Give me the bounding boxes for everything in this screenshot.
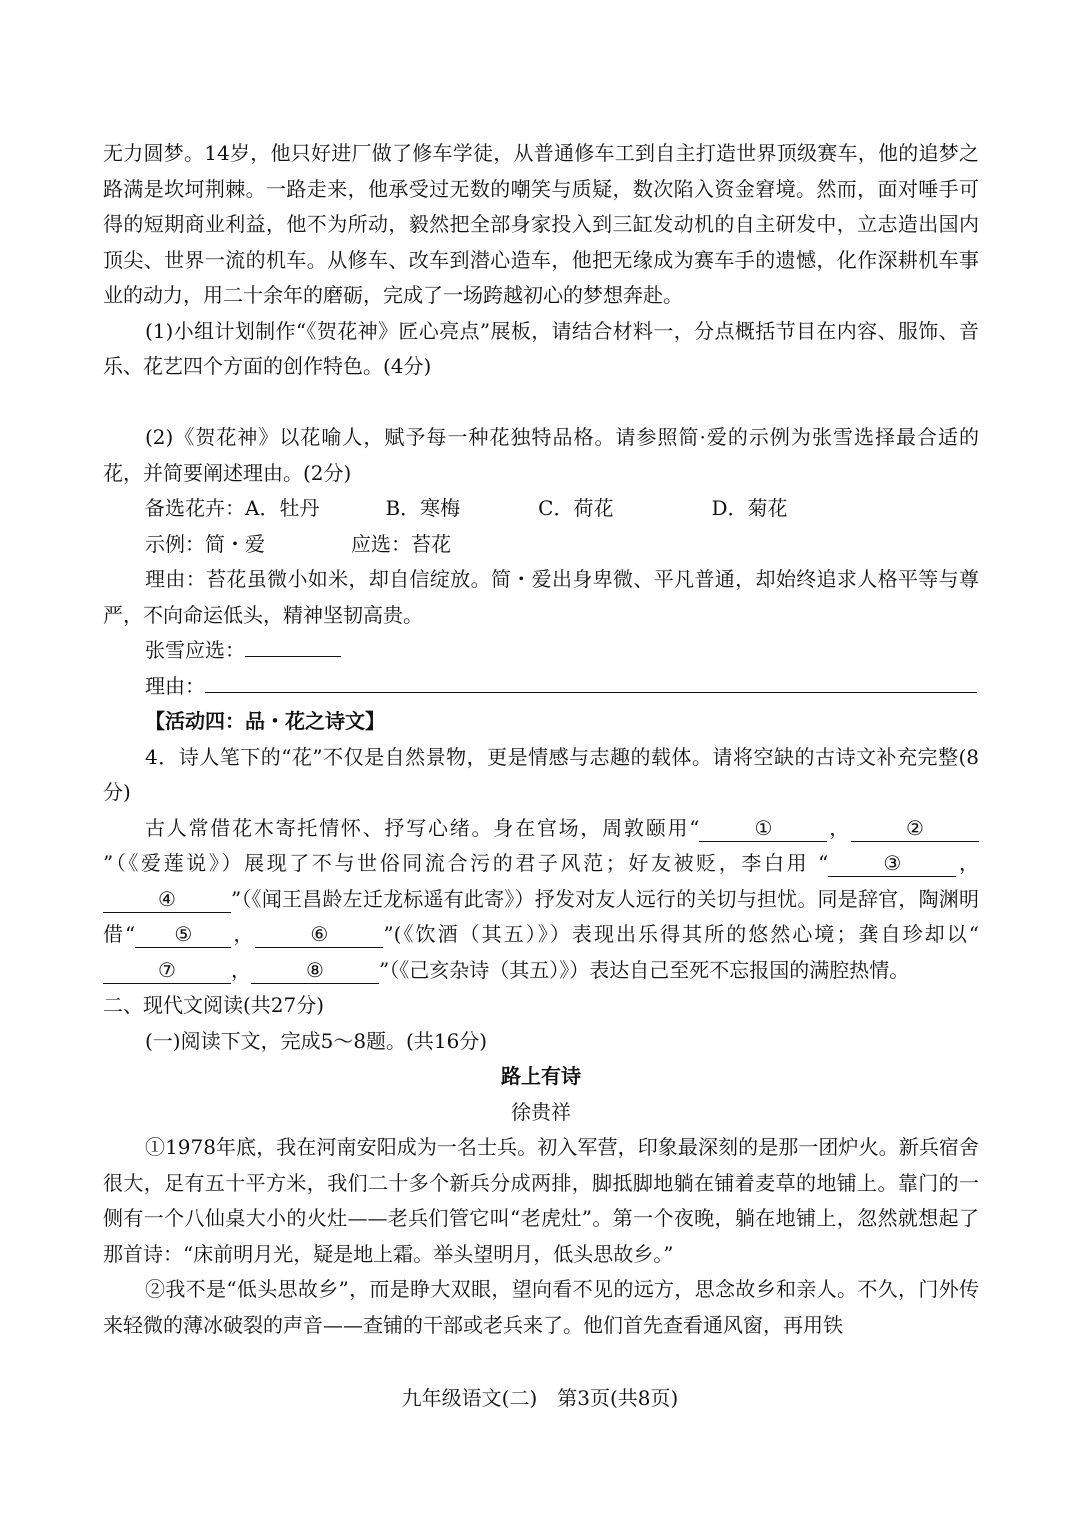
blank-1[interactable]: ① [699, 815, 827, 842]
essay-title: 路上有诗 [501, 1064, 581, 1088]
q4-text-9: ”（《己亥杂诗（其五）》）表达自己至死不忘报国的满腔热情。 [379, 957, 910, 982]
q4-text-6: ， [231, 922, 256, 946]
activity-4-heading: 【活动四：品・花之诗文】 [145, 709, 385, 733]
material-paragraph: 无力圆梦。14岁，他只好进厂做了修车学徒，从普通修车工到自主打造世界顶级赛车，他的追梦之路满是坎坷荆棘。一路走来，他承受过无数的嘲笑与质疑，数次陷入资金窘境。然而，面对唾手可得的短期商业利益，他不为所动，毅然把全部身家投入到三缸发动机的自主研发中，立志造出国内顶尖、世界一流的机车。从修车、改车到潜心造车，他把无缘成为赛车手的遗憾，化作深耕机车事业的动力，用二十余年的磨砺，完成了一场跨越初心的梦想奔赴。 [103, 141, 979, 307]
q4-text-4: ， [956, 851, 979, 875]
option-a: A．牡丹 [245, 496, 320, 520]
option-c: C．荷花 [538, 496, 614, 520]
answer-reason-blank[interactable] [205, 692, 977, 693]
options-label: 备选花卉： [145, 496, 245, 520]
essay-paragraph-2: ②我不是“低头思故乡”，而是睁大双眼，望向看不见的远方，思念故乡和亲人。不久，门外传来轻微的薄冰破裂的声音——查铺的干部或老兵来了。他们首先查看通风窗，再用铁 [103, 1277, 979, 1337]
page-footer: 九年级语文(二) 第3页(共8页) [401, 1386, 679, 1410]
answer-reason-label: 理由： [145, 673, 205, 698]
blank-3[interactable]: ③ [828, 850, 956, 877]
answer-space [103, 385, 979, 421]
q4-text-5: ”（《闻王昌龄左迁龙标遥有此寄》）抒发对友人远行的关切与担忧。同是辞官，陶渊明借“ [103, 886, 979, 946]
q4-text-8: ， [231, 957, 251, 982]
example-reason: 理由：苔花虽微小如米，却自信绽放。简・爱出身卑微、平凡普通，却始终追求人格平等与尊严，不向命运低头，精神坚韧高贵。 [103, 567, 979, 627]
q4-text-7: ”(《饮酒（其五）》）表现出乐得其所的悠然心境；龚自珍却以“ [383, 922, 979, 946]
blank-2[interactable]: ② [851, 815, 979, 842]
blank-6[interactable]: ⑥ [255, 921, 383, 948]
blank-4[interactable]: ④ [103, 886, 231, 913]
question-3-2: (2)《贺花神》以花喻人，赋予每一种花独特品格。请参照简·爱的示例为张雪选择最合适的花，并简要阐述理由。(2分) [103, 425, 979, 485]
question-4-stem: 4．诗人笔下的“花”不仅是自然景物，更是情感与志趣的载体。请将空缺的古诗文补充完整(8分) [103, 744, 979, 804]
section-2-heading: 二、现代文阅读(共27分) [103, 993, 325, 1017]
essay-paragraph-1: ①1978年底，我在河南安阳成为一名士兵。初入军营，印象最深刻的是那一团炉火。新兵宿舍很大，足有五十平方米，我们二十多个新兵分成两排，脚抵脚地躺在铺着麦草的地铺上。靠门的一侧有一个八仙桌大小的火灶——老兵们管它叫“老虎灶”。第一个夜晚，躺在地铺上，忽然就想起了那首诗：“床前明月光，疑是地上霜。举头望明月，低头思故乡。” [103, 1135, 979, 1266]
blank-7[interactable]: ⑦ [103, 957, 231, 984]
q4-text-2: ， [827, 815, 851, 840]
answer-reason-line [103, 669, 979, 705]
section-2-subheading: (一)阅读下文，完成5～8题。(共16分) [145, 1028, 488, 1053]
option-b: B．寒梅 [385, 496, 461, 520]
answer-choose-blank[interactable] [245, 656, 341, 657]
flower-options [103, 491, 979, 527]
blank-8[interactable]: ⑧ [251, 957, 379, 984]
q4-text-3: ”（《爱莲说》）展现了不与世俗同流合污的君子风范；好友被贬，李白用 “ [103, 851, 829, 875]
blank-5[interactable]: ⑤ [135, 921, 231, 948]
answer-choose-line [103, 633, 979, 669]
question-3-1: (1)小组计划制作“《贺花神》匠心亮点”展板，请结合材料一，分点概括节目在内容、服饰、音乐、花艺四个方面的创作特色。(4分) [103, 318, 979, 378]
question-4-fill [103, 811, 979, 989]
example-choose: 苔花 [411, 531, 451, 556]
q4-text-1: 古人常借花木寄托情怀、抒写心绪。身在官场，周敦颐用“ [145, 815, 700, 840]
example-name: 简・爱 [205, 531, 265, 556]
answer-choose-label: 张雪应选： [145, 638, 245, 662]
example-line [103, 527, 979, 563]
essay-author: 徐贵祥 [511, 1099, 571, 1124]
example-choose-label: 应选： [351, 531, 411, 556]
option-d: D．菊花 [711, 496, 788, 520]
example-label: 示例： [145, 531, 205, 556]
page-content [103, 136, 979, 1343]
